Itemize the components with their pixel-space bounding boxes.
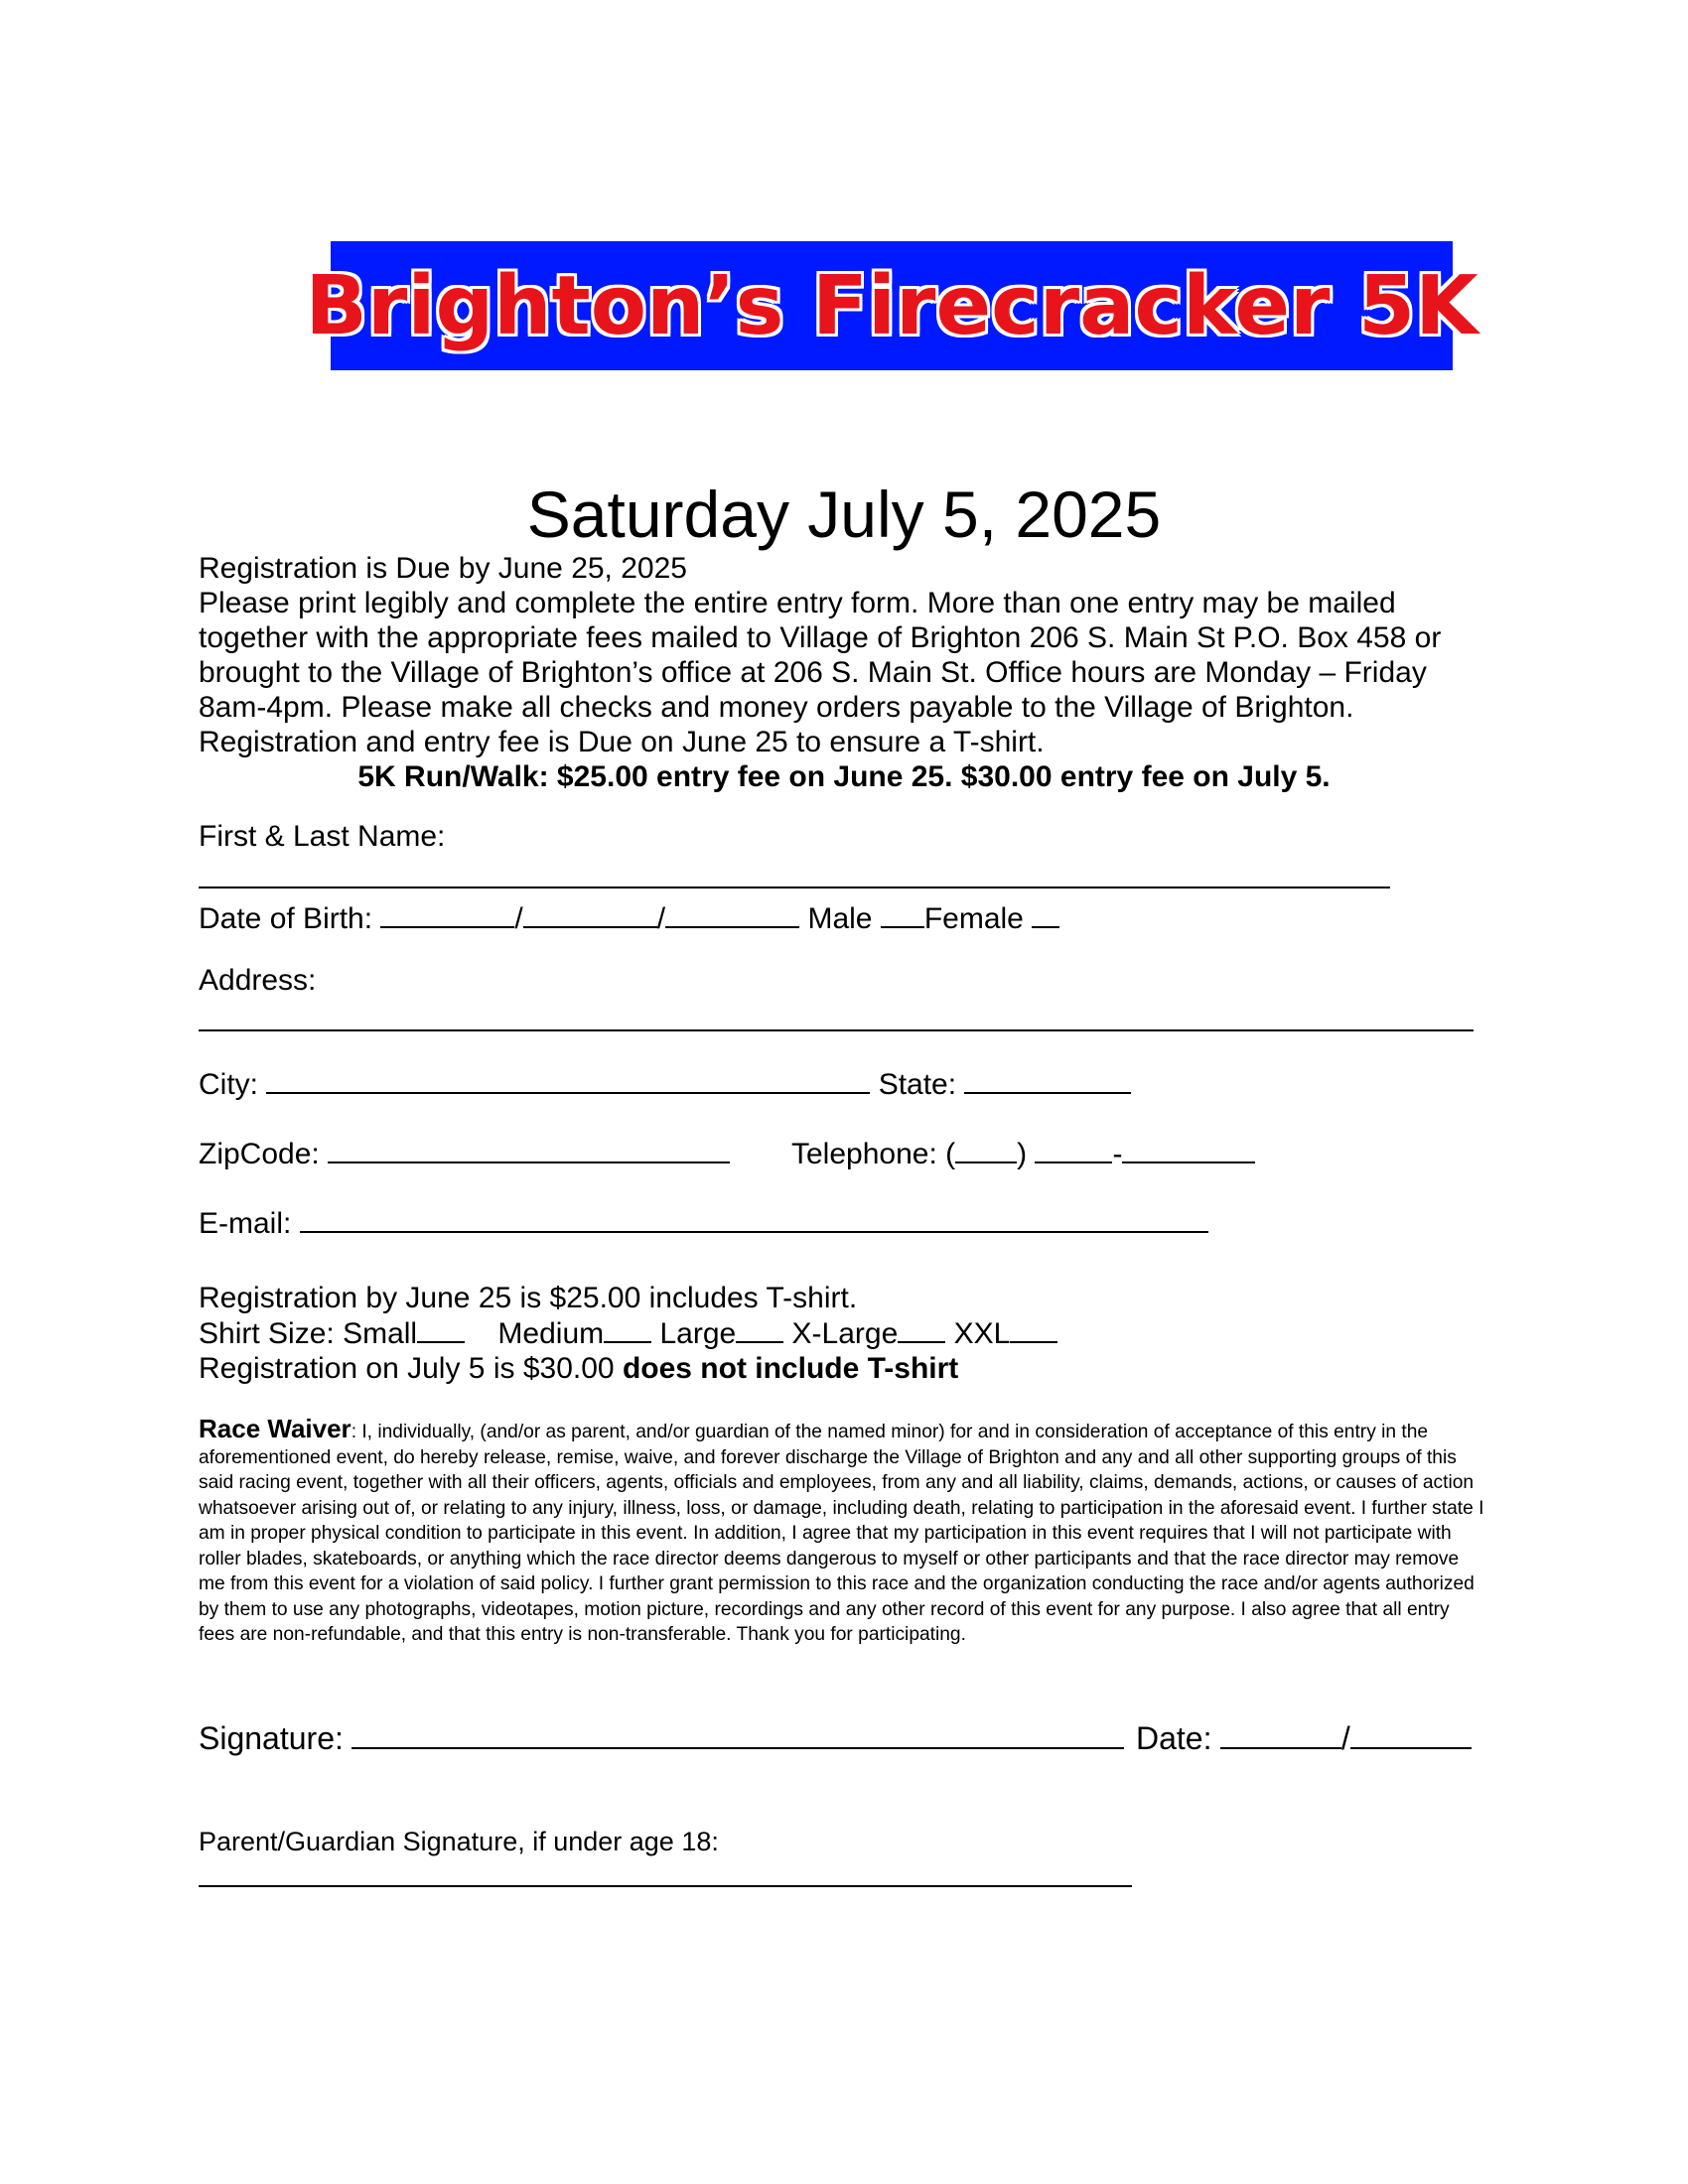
phone-paren-close: )	[1017, 1138, 1028, 1170]
zip-label: ZipCode:	[199, 1138, 320, 1170]
size-xxl-field[interactable]	[1010, 1315, 1057, 1343]
registration-line3	[199, 1351, 1057, 1386]
intro-section	[199, 551, 1489, 794]
size-xlarge-label: X-Large	[791, 1317, 899, 1350]
size-large-field[interactable]	[736, 1315, 783, 1343]
female-field[interactable]	[1032, 900, 1059, 928]
dob-day-field[interactable]	[523, 900, 657, 928]
state-field[interactable]	[964, 1066, 1131, 1094]
signature-date-row	[1136, 1720, 1472, 1758]
phone-area-field[interactable]	[955, 1136, 1017, 1163]
zip-row	[199, 1136, 730, 1172]
registration-section	[199, 1281, 1057, 1386]
phone-dash: -	[1112, 1138, 1123, 1170]
email-label: E-mail:	[199, 1207, 292, 1240]
city-label: City:	[199, 1068, 258, 1101]
dob-separator: /	[514, 902, 523, 935]
phone-paren-open: (	[945, 1138, 956, 1170]
dob-label: Date of Birth:	[199, 902, 373, 935]
male-label: Male	[807, 902, 873, 935]
dob-separator: /	[656, 902, 666, 935]
race-waiver	[199, 1414, 1489, 1648]
fee-line: 5K Run/Walk: $25.00 entry fee on June 25. $30.00 entry fee on July 5.	[357, 760, 1331, 793]
zip-field[interactable]	[328, 1136, 730, 1163]
email-row	[199, 1205, 1208, 1242]
registration-due: Registration is Due by June 25, 2025	[199, 552, 687, 585]
shirt-size-label: Shirt Size:	[199, 1317, 335, 1350]
banner-title: Brighton’s Firecracker 5K	[305, 258, 1478, 353]
signature-date-day-field[interactable]	[1350, 1721, 1472, 1749]
dob-month-field[interactable]	[380, 900, 514, 928]
signature-date-label: Date:	[1136, 1720, 1212, 1756]
event-banner	[305, 241, 1478, 370]
dob-row	[199, 900, 1059, 937]
size-small-field[interactable]	[417, 1315, 465, 1343]
size-xxl-label: XXL	[953, 1317, 1011, 1350]
size-medium-label: Medium	[497, 1317, 605, 1350]
signature-field[interactable]	[352, 1721, 1124, 1749]
signature-date-separator: /	[1340, 1720, 1350, 1756]
parent-signature-field[interactable]	[199, 1885, 1132, 1887]
intro-body: Please print legibly and complete the entire entry form. More than one entry may be mailed together with the appropriate fees mailed to Village of Brighton 206 S. Main St P.O. Box 458 or brought to the Village of Brighton’s office at 206 S. Main St. Office hours are Monday – Friday 8am-4pm. Please make all checks and money orders payable to the Village of Brighton.	[199, 587, 1442, 724]
registration-line1: Registration by June 25 is $25.00 includes T-shirt.	[199, 1282, 858, 1314]
address-field[interactable]	[199, 1029, 1474, 1031]
email-field[interactable]	[300, 1205, 1208, 1233]
size-small-label: Small	[343, 1317, 418, 1350]
registration-line3-bold: does not include T-shirt	[622, 1352, 959, 1385]
registration-line3-start: Registration on July 5 is $30.00	[199, 1352, 615, 1385]
parent-signature-label: Parent/Guardian Signature, if under age 18:	[199, 1827, 719, 1856]
phone-prefix-field[interactable]	[1035, 1136, 1112, 1163]
waiver-label: Race Waiver	[199, 1414, 352, 1443]
male-field[interactable]	[881, 900, 924, 928]
phone-label: Telephone:	[791, 1138, 937, 1170]
event-date: Saturday July 5, 2025	[526, 478, 1162, 551]
phone-line-field[interactable]	[1122, 1136, 1255, 1163]
signature-label: Signature:	[199, 1720, 344, 1756]
phone-row	[791, 1136, 1255, 1172]
shirt-size-row	[199, 1315, 1057, 1351]
tshirt-note: Registration and entry fee is Due on June 25 to ensure a T-shirt.	[199, 726, 1045, 758]
signature-row	[199, 1720, 1124, 1758]
size-xlarge-field[interactable]	[898, 1315, 945, 1343]
city-state-row	[199, 1066, 1131, 1103]
name-field[interactable]	[199, 887, 1390, 888]
waiver-text: : I, individually, (and/or as parent, and/or guardian of the named minor) for and in consideration of acceptance of this entry in the aforementioned event, do hereby release, remise, waive, and forever discharge the Village of Brighton and any and all other supporting groups of this said racing event, together with all their officers, agents, officials and employees, from any and all liability, claims, demands, actions, or causes of action whatsoever arising out of, or relating to any injury, illness, loss, or damage, including death, relating to participation in the aforesaid event. I further state I am in proper physical condition to participate in this event. In addition, I agree that my participation in this event requires that I will not participate with roller blades, skateboards, or anything which the race director deems dangerous to myself or other participants and that the race director may remove me from this event for a violation of said policy. I further grant permission to this race and the organization conducting the race and/or agents authorized by them to use any photographs, videotapes, motion picture, recordings and any other record of this event for any purpose. I also agree that all entry fees are non-refundable, and that this entry is non-transferable. Thank you for participating.	[199, 1422, 1484, 1645]
state-label: State:	[878, 1068, 957, 1101]
address-label: Address:	[199, 964, 317, 997]
city-field[interactable]	[266, 1066, 870, 1094]
name-label: First & Last Name:	[199, 820, 446, 853]
size-medium-field[interactable]	[604, 1315, 651, 1343]
size-large-label: Large	[659, 1317, 737, 1350]
signature-date-month-field[interactable]	[1220, 1721, 1341, 1749]
dob-year-field[interactable]	[665, 900, 799, 928]
female-label: Female	[923, 902, 1024, 935]
